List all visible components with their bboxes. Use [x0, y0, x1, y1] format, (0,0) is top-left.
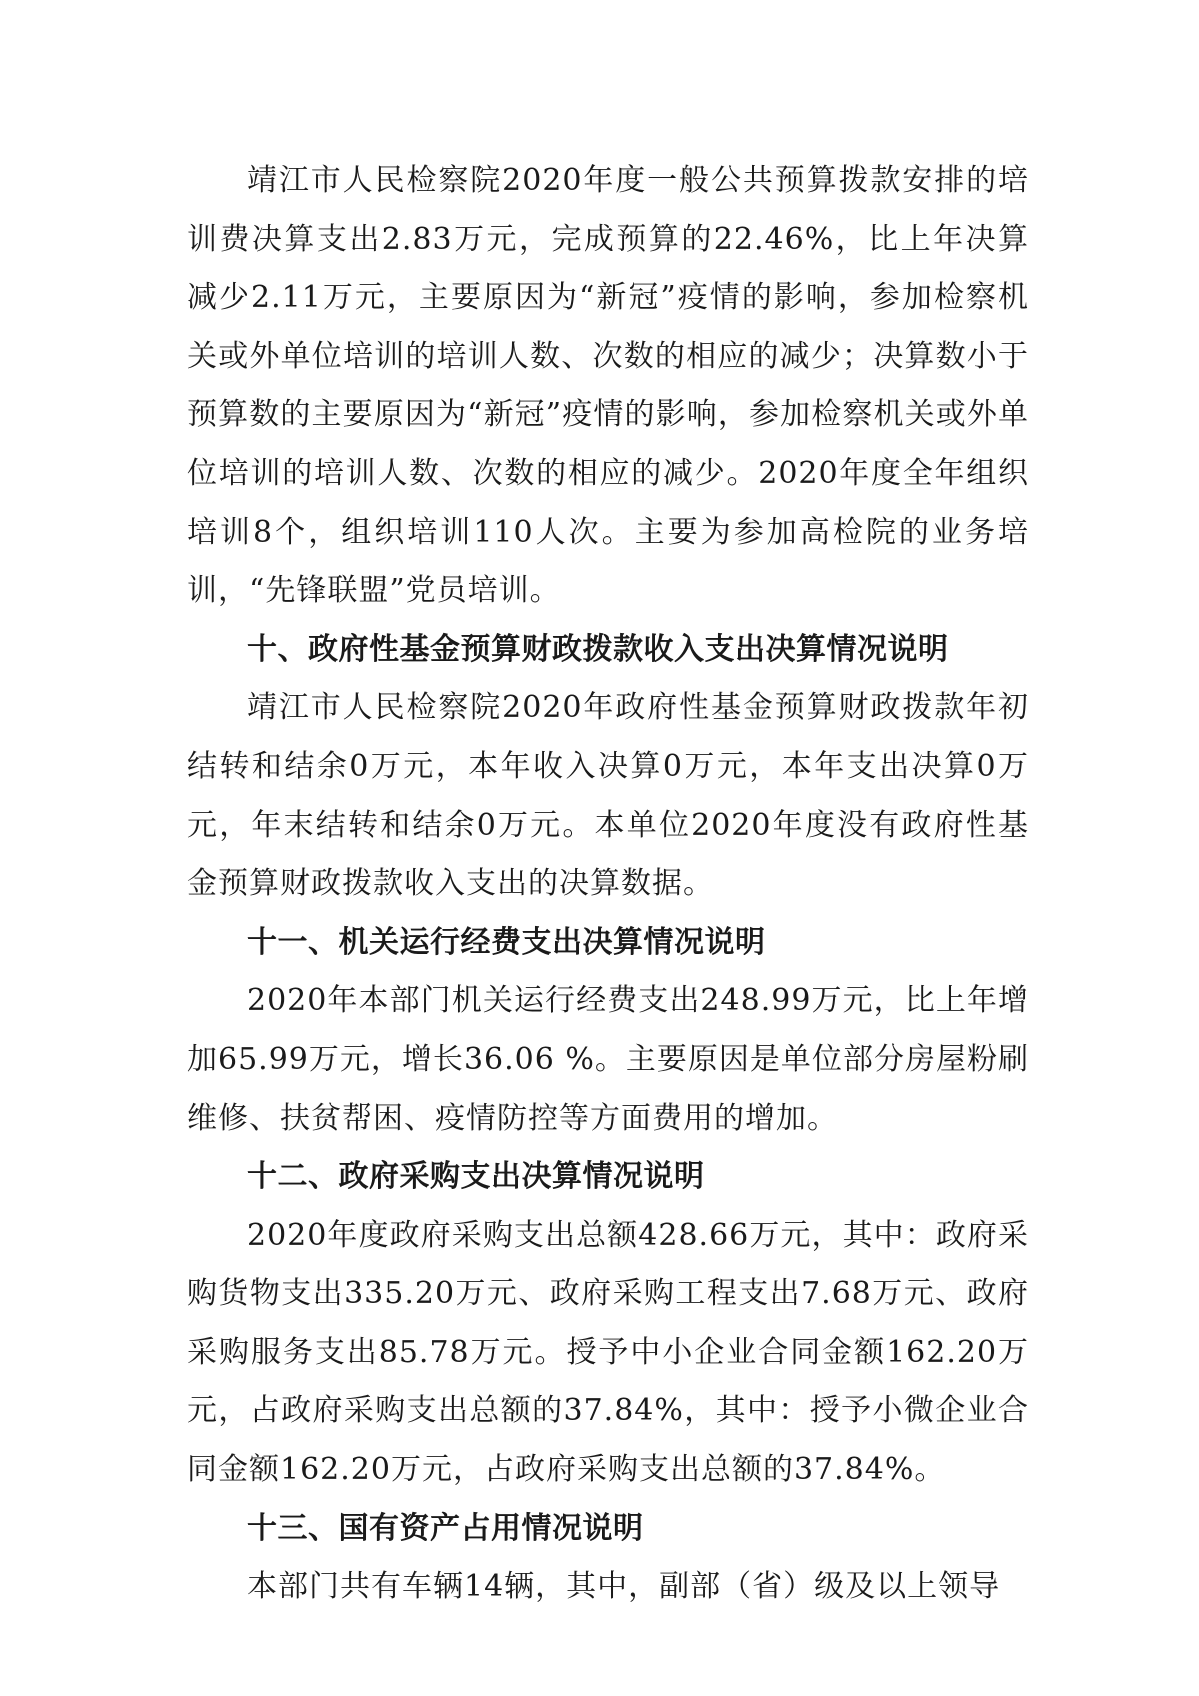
document-page: [187, 152, 1029, 1617]
state-assets-paragraph: 本部门共有车辆14辆，其中，副部（省）级及以上领导: [247, 1569, 1001, 1605]
section-heading-12: 十二、政府采购支出决算情况说明: [247, 1159, 705, 1195]
section-heading-10: 十、政府性基金预算财政拨款收入支出决算情况说明: [247, 631, 949, 667]
training-expense-paragraph: 靖江市人民检察院2020年度一般公共预算拨款安排的培训费决算支出2.83万元，完成预算的22.46%，比上年决算减少2.11万元，主要原因为“新冠”疫情的影响，参加检察机关或外单位培训的培训人数、次数的相应的减少；决算数小于预算数的主要原因为“新冠”疫情的影响，参加检察机关或外单位培训的培训人数、次数的相应的减少。2020年度全年组织培训8个，组织培训110人次。主要为参加高检院的业务培训，“先锋联盟”党员培训。: [187, 163, 1029, 609]
government-fund-paragraph: 靖江市人民检察院2020年政府性基金预算财政拨款年初结转和结余0万元，本年收入决算0万元，本年支出决算0万元，年末结转和结余0万元。本单位2020年度没有政府性基金预算财政拨款收入支出的决算数据。: [187, 690, 1029, 902]
section-heading-11: 十一、机关运行经费支出决算情况说明: [247, 924, 766, 960]
operating-expense-paragraph: 2020年本部门机关运行经费支出248.99万元，比上年增加65.99万元，增长36.06 %。主要原因是单位部分房屋粉刷维修、扶贫帮困、疫情防控等方面费用的增加。: [187, 983, 1029, 1136]
procurement-paragraph: 2020年度政府采购支出总额428.66万元，其中：政府采购货物支出335.20万元、政府采购工程支出7.68万元、政府采购服务支出85.78万元。授予中小企业合同金额162.20万元，占政府采购支出总额的37.84%，其中：授予小微企业合同金额162.20万元，占政府采购支出总额的37.84%。: [187, 1217, 1029, 1488]
section-heading-13: 十三、国有资产占用情况说明: [247, 1510, 644, 1546]
